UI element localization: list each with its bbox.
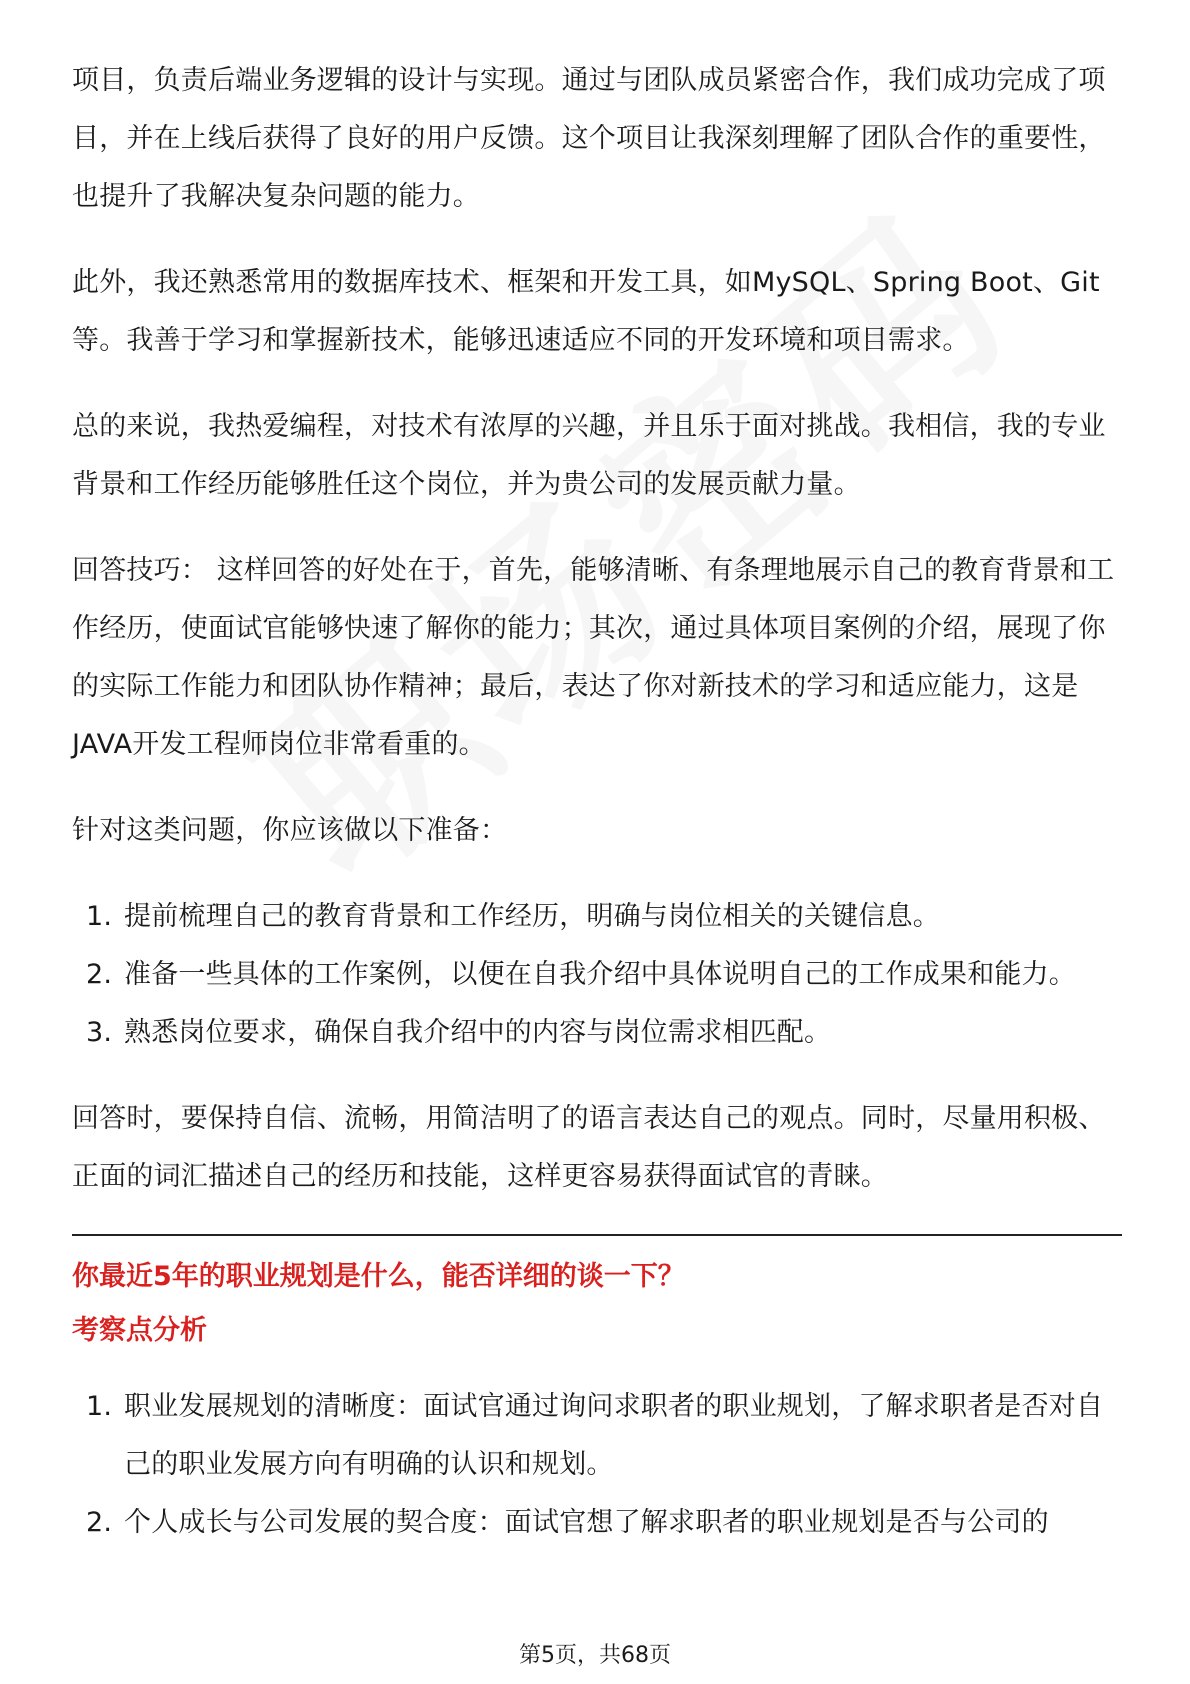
question-title: 你最近5年的职业规划是什么，能否详细的谈一下？ bbox=[72, 1261, 685, 1292]
paragraph-tech-skills: 此外，我还熟悉常用的数据库技术、框架和开发工具，如MySQL、Spring Boot、Git等。我善于学习和掌握新技术，能够迅速适应不同的开发环境和项目需求。 bbox=[72, 267, 1100, 356]
list-item-text: 准备一些具体的工作案例，以便在自我介绍中具体说明自己的工作成果和能力。 bbox=[124, 959, 1076, 990]
list-number: 1. bbox=[86, 901, 113, 932]
paragraph-prep-intro: 针对这类问题，你应该做以下准备： bbox=[72, 815, 508, 846]
list-number: 3. bbox=[86, 1017, 113, 1048]
list-item bbox=[72, 888, 1122, 946]
list-item-text: 职业发展规划的清晰度：面试官通过询问求职者的职业规划，了解求职者是否对自己的职业发展方向有明确的认识和规划。 bbox=[124, 1391, 1104, 1480]
paragraph-summary: 总的来说，我热爱编程，对技术有浓厚的兴趣，并且乐于面对挑战。我相信，我的专业背景和工作经历能够胜任这个岗位，并为贵公司的发展贡献力量。 bbox=[72, 411, 1106, 500]
list-item bbox=[72, 1378, 1122, 1494]
prep-list bbox=[72, 888, 1122, 1062]
list-number: 2. bbox=[86, 959, 113, 990]
page-footer: 第5页，共68页 bbox=[519, 1643, 671, 1668]
analysis-list bbox=[72, 1378, 1122, 1552]
section-divider bbox=[72, 1234, 1122, 1236]
list-item bbox=[72, 1004, 1122, 1062]
list-item-text: 提前梳理自己的教育背景和工作经历，明确与岗位相关的关键信息。 bbox=[124, 901, 940, 932]
list-item bbox=[72, 1494, 1122, 1552]
list-item-text: 熟悉岗位要求，确保自我介绍中的内容与岗位需求相匹配。 bbox=[124, 1017, 832, 1048]
list-number: 1. bbox=[86, 1391, 113, 1422]
question-subtitle: 考察点分析 bbox=[72, 1315, 207, 1346]
paragraph-project: 项目，负责后端业务逻辑的设计与实现。通过与团队成员紧密合作，我们成功完成了项目，并在上线后获得了良好的用户反馈。这个项目让我深刻理解了团队合作的重要性，也提升了我解决复杂问题的能力。 bbox=[72, 65, 1106, 212]
list-item-text: 个人成长与公司发展的契合度：面试官想了解求职者的职业规划是否与公司的 bbox=[124, 1507, 1049, 1538]
list-item bbox=[72, 946, 1122, 1004]
paragraph-closing: 回答时，要保持自信、流畅，用简洁明了的语言表达自己的观点。同时，尽量用积极、正面的词汇描述自己的经历和技能，这样更容易获得面试官的青睐。 bbox=[72, 1103, 1106, 1192]
paragraph-answer-tips: 回答技巧： 这样回答的好处在于，首先，能够清晰、有条理地展示自己的教育背景和工作经历，使面试官能够快速了解你的能力；其次，通过具体项目案例的介绍，展现了你的实际工作能力和团队协作精神；最后，表达了你对新技术的学习和适应能力，这是JAVA开发工程师岗位非常看重的。 bbox=[72, 555, 1115, 760]
list-number: 2. bbox=[86, 1507, 113, 1538]
document-page bbox=[72, 52, 1122, 1580]
